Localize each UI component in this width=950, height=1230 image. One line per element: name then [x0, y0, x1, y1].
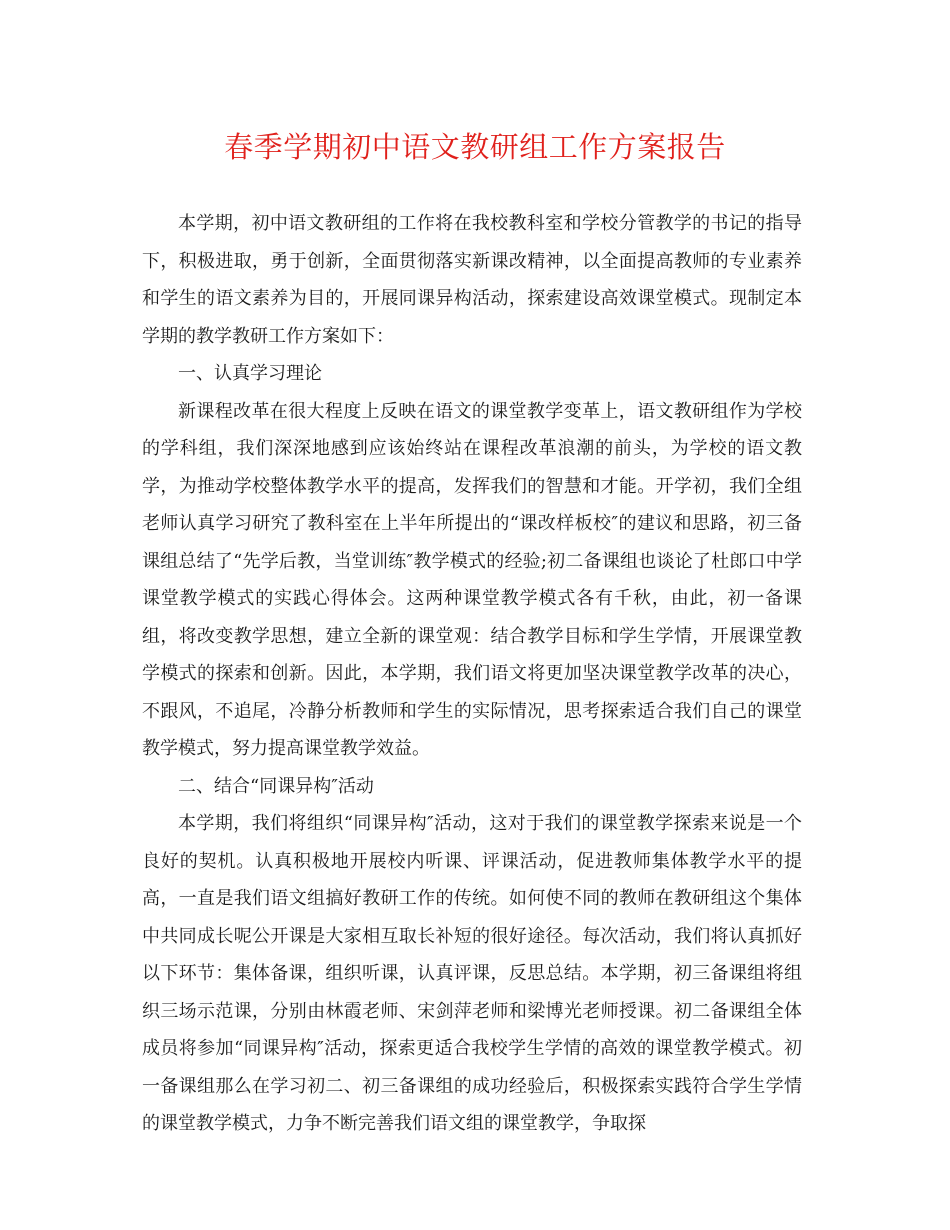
document-title: 春季学期初中语文教研组工作方案报告: [224, 130, 726, 164]
section-2-heading: 二、结合“同课异构″活动: [178, 775, 374, 797]
document-body: [142, 205, 802, 1143]
section-1-paragraph: 新课程改革在很大程度上反映在语文的课堂教学变革上，语文教研组作为学校的学科组，我们深深地感到应该始终站在课程改革浪潮的前头，为学校的语文教学，为推动学校整体教学水平的提高，发挥我们的智慧和才能。开学初，我们全组老师认真学习研究了教科室在上半年所提出的“课改样板校″的建议和思路，初三备课组总结了“先学后教，当堂训练″教学模式的经验;初二备课组也谈论了杜郎口中学课堂教学模式的实践心得体会。这两种课堂教学模式各有千秋，由此，初一备课组，将改变教学思想，建立全新的课堂观：结合教学目标和学生学情，开展课堂教学模式的探索和创新。因此，本学期，我们语文将更加坚决课堂教学改革的决心，不跟风，不追尾，冷静分析教师和学生的实际情况，思考探索适合我们自己的课堂教学模式，努力提高课堂教学效益。: [142, 400, 802, 759]
section-1-heading: 一、认真学习理论: [178, 363, 322, 384]
intro-paragraph: 本学期，初中语文教研组的工作将在我校教科室和学校分管教学的书记的指导下，积极进取，勇于创新，全面贯彻落实新课改精神，以全面提高教师的专业素养和学生的语文素养为目的，开展同课异构活动，探索建设高效课堂模式。现制定本学期的教学教研工作方案如下：: [142, 213, 802, 347]
section-2-paragraph: 本学期，我们将组织“同课异构″活动，这对于我们的课堂教学探索来说是一个良好的契机。认真积极地开展校内听课、评课活动，促进教师集体教学水平的提高，一直是我们语文组搞好教研工作的传统。如何使不同的教师在教研组这个集体中共同成长呢公开课是大家相互取长补短的很好途径。每次活动，我们将认真抓好以下环节：集体备课，组织听课，认真评课，反思总结。本学期，初三备课组将组织三场示范课，分别由林霞老师、宋剑萍老师和梁博光老师授课。初二备课组全体成员将参加“同课异构″活动，探索更适合我校学生学情的高效的课堂教学模式。初一备课组那么在学习初二、初三备课组的成功经验后，积极探索实践符合学生学情的课堂教学模式，力争不断完善我们语文组的课堂教学，争取探: [142, 813, 802, 1134]
